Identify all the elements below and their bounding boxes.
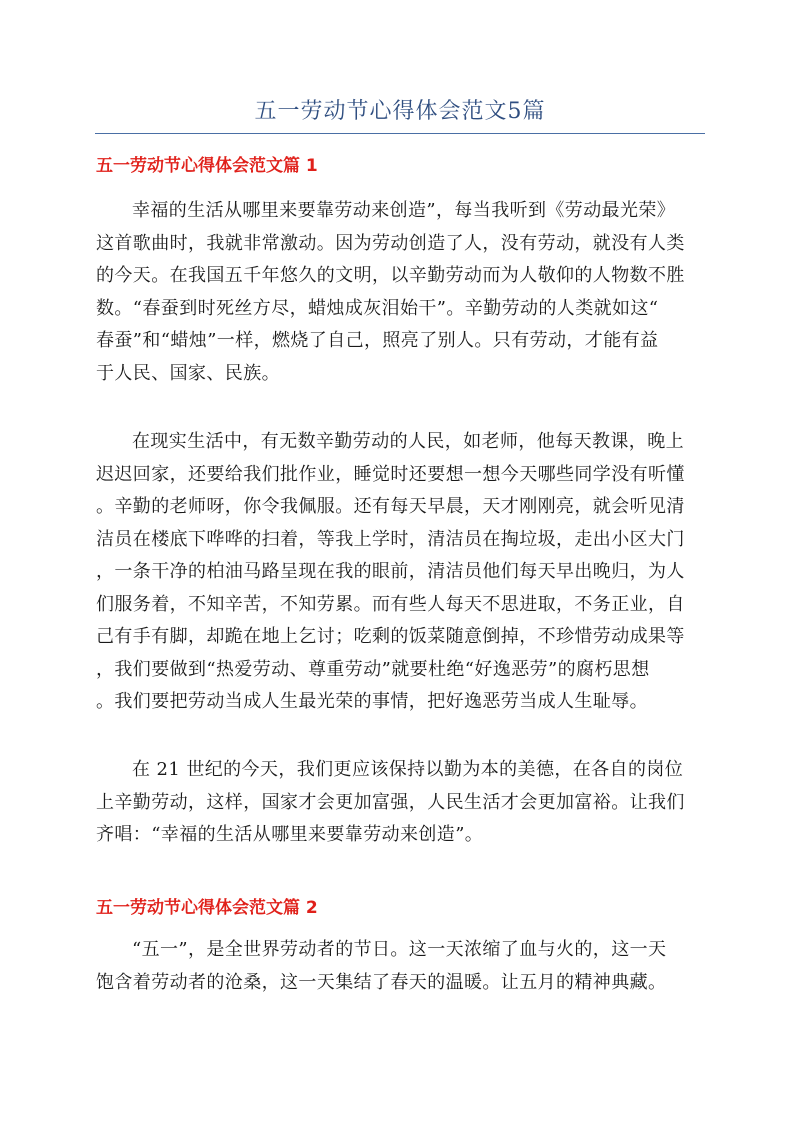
text-line: 们服务着，不知辛苦，不知劳累。而有些人每天不思进取，不务正业，自: [96, 593, 685, 615]
section-1-paragraph-3: [96, 754, 704, 852]
text-line: 幸福的生活从哪里来要靠劳动来创造”，每当我听到《劳动最光荣》: [132, 200, 676, 221]
text-line: 春蚕”和“蜡烛”一样，燃烧了自己，照亮了别人。只有劳动，才能有益: [96, 330, 659, 351]
text-line: 上辛勤劳动，这样，国家才会更加富强，人民生活才会更加富裕。让我们: [96, 791, 685, 813]
section-2-paragraph-1: [96, 934, 704, 999]
text-line: 洁员在楼底下哗哗的扫着，等我上学时，清洁员在掏垃圾，走出小区大门: [96, 528, 685, 550]
text-line: 在现实生活中，有无数辛勤劳动的人民，如老师，他每天教课，晚上: [132, 431, 684, 452]
text-line: 。我们要把劳动当成人生最光荣的事情，把好逸恶劳当成人生耻辱。: [96, 691, 648, 712]
title-divider: [95, 133, 705, 134]
section-heading-2: 五一劳动节心得体会范文篇 2: [96, 898, 318, 918]
text-line: 。辛勤的老师呀，你令我佩服。还有每天早晨，天才刚刚亮，就会听见清: [96, 496, 685, 517]
text-line: 的今天。在我国五千年悠久的文明，以辛勤劳动而为人敬仰的人物数不胜: [96, 265, 685, 286]
text-line: 饱含着劳动者的沧桑，这一天集结了春天的温暖。让五月的精神典藏。: [96, 971, 667, 993]
text-line: ，一条干净的柏油马路呈现在我的眼前，清洁员他们每天早出晚归，为人: [96, 561, 685, 582]
text-line: 迟迟回家，还要给我们批作业，睡觉时还要想一想今天哪些同学没有听懂: [96, 463, 685, 485]
section-1-paragraph-2: [96, 426, 704, 719]
text-line: ，我们要做到“热爱劳动、尊重劳动”就要杜绝“好逸恶劳”的腐朽思想: [96, 658, 650, 680]
text-line: 齐唱：“幸福的生活从哪里来要靠劳动来创造”。: [96, 824, 484, 845]
section-heading-1: 五一劳动节心得体会范文篇 1: [96, 156, 318, 176]
text-line: 数。“春蚕到时死丝方尽，蜡烛成灰泪始干”。辛勤劳动的人类就如这“: [96, 297, 659, 319]
text-line: 于人民、国家、民族。: [96, 362, 280, 384]
text-line: 这首歌曲时，我就非常激动。因为劳动创造了人，没有劳动，就没有人类: [96, 232, 685, 254]
text-line: 在 21 世纪的今天，我们更应该保持以勤为本的美德，在各自的岗位: [132, 759, 684, 780]
section-1-paragraph-1: [96, 195, 704, 390]
document-title: 五一劳动节心得体会范文5篇: [254, 99, 546, 124]
text-line: “五一”，是全世界劳动者的节日。这一天浓缩了血与火的，这一天: [132, 939, 667, 960]
text-line: 己有手有脚，却跪在地上乞讨；吃剩的饭菜随意倒掉，不珍惜劳动成果等: [96, 626, 685, 647]
